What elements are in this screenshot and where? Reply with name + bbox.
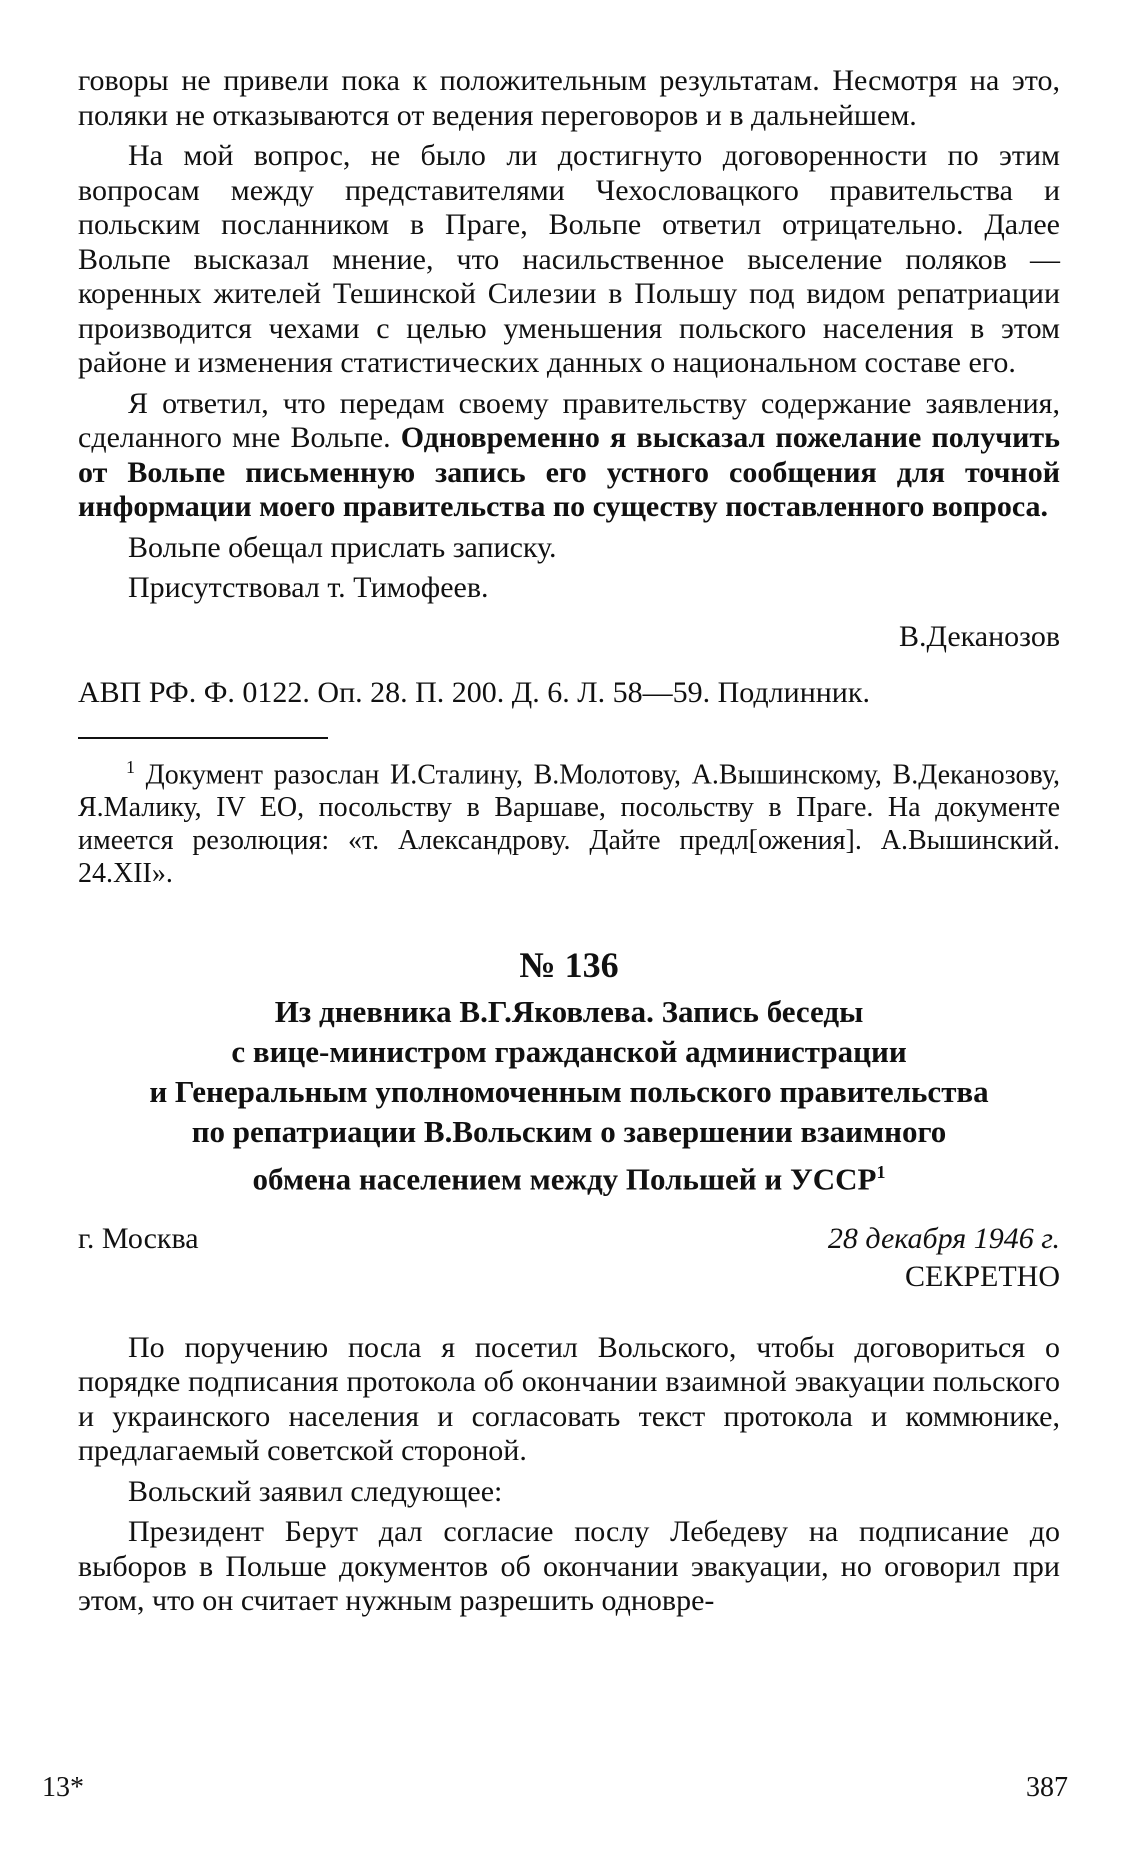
archive-source: АВП РФ. Ф. 0122. Оп. 28. П. 200. Д. 6. Л. 58—59. Подлинник. <box>78 676 870 709</box>
paragraph-continuation: говоры не привели пока к положительным результатам. Несмотря на это, поляки не отказываются от ведения переговоров и в дальнейшем. <box>78 64 1060 132</box>
footnote-mark: 1 <box>126 756 135 777</box>
title-line: по репатриации В.Вольским о завершении взаимного <box>191 1114 947 1150</box>
document-body <box>78 64 1060 1625</box>
paragraph-reply <box>78 387 1060 525</box>
title-line: Из дневника В.Г.Яковлева. Запись беседы <box>274 994 864 1030</box>
paragraph-question: На мой вопрос, не было ли достигнуто договоренности по этим вопросам между представителями Чехословацкого правительства и польским посланником в Праге, Вольпе ответил отрицательно. Далее Вольпе высказал мнение, что насильственное выселение поляков — коренных жителей Тешинской Силезии в Польшу под видом репатриации производится чехами с целью уменьшения польского населения в этом районе и изменения статистических данных о национальном составе его. <box>78 139 1060 379</box>
paragraph-promise: Вольпе обещал прислать записку. <box>128 530 557 564</box>
page-footer <box>42 1772 1068 1804</box>
paragraph-statement: Вольский заявил следующее: <box>128 1474 503 1508</box>
signature-mark: 13* <box>42 1772 84 1803</box>
classification-stamp: СЕКРЕТНО <box>904 1260 1060 1294</box>
date: 28 декабря 1946 г. <box>827 1221 1060 1255</box>
reply-plain-text: Я ответил, что передам своему правительству содержание заявления, сделанного мне Вольпе. <box>78 386 1060 454</box>
title-line: и Генеральным уполномоченным польского правительства <box>149 1074 989 1110</box>
paragraph-president: Президент Берут дал согласие послу Лебедеву на подписание до выборов в Польше документов об окончании эвакуации, но оговорил при этом, что он считает нужным разрешить одновре- <box>78 1515 1060 1618</box>
footnote <box>78 751 1060 890</box>
reply-bold-text: Одновременно я высказал пожелание получить от Вольпе письменную запись его устного сообщения для точной информации моего правительства по существу поставленного вопроса. <box>78 421 1060 523</box>
place-date-row <box>78 1222 1060 1257</box>
place: г. Москва <box>78 1221 199 1255</box>
page-number: 387 <box>1026 1772 1068 1803</box>
document-title <box>78 992 1060 1199</box>
footnote-text: Документ разослан И.Сталину, В.Молотову, А.Вышинскому, В.Деканозову, Я.Малику, IV ЕО, посольству в Варшаве, посольству в Праге. На документе имеется резолюция: «т. Александрову. Дайте предл[ожения]. А.Вышинский. 24.XII». <box>78 758 1061 889</box>
title-footnote-mark: 1 <box>876 1162 886 1183</box>
footnote-divider <box>78 737 328 739</box>
paragraph-present: Присутствовал т. Тимофеев. <box>128 571 489 604</box>
paragraph-visit: По поручению посла я посетил Вольского, чтобы договориться о порядке подписания протокола об окончании взаимной эвакуации польского и украинского населения и согласовать текст протокола и коммюнике, предлагаемый советской стороной. <box>78 1330 1060 1468</box>
signature: В.Деканозов <box>899 619 1060 653</box>
title-line-last: обмена населением между Польшей и УССР$^1$ <box>252 1161 886 1197</box>
document-number: № 136 <box>519 944 619 985</box>
title-line: с вице-министром гражданской администрации <box>231 1034 907 1070</box>
